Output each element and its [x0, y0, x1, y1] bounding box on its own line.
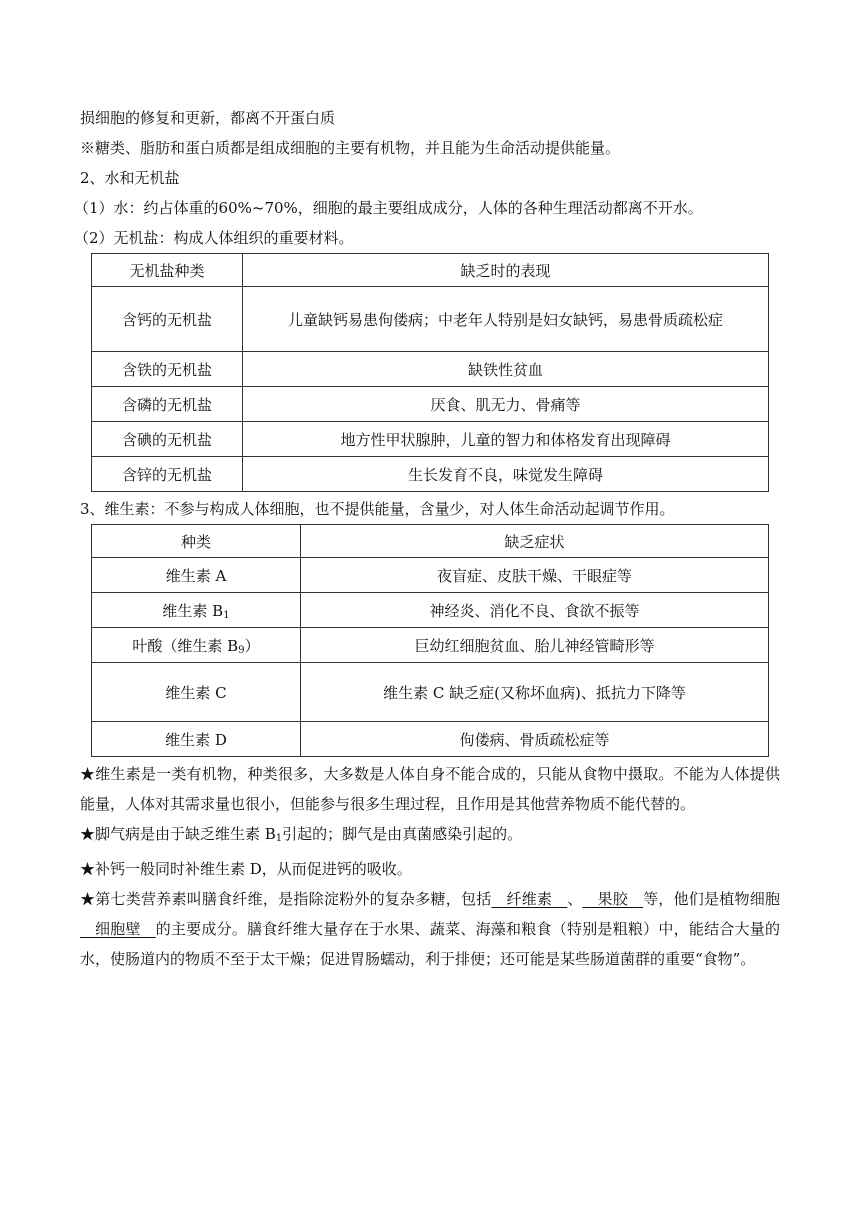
note-dietary-fiber: ★第七类营养素叫膳食纤维，是指除淀粉外的复杂多糖，包括 纤维素 、 果胶 等，他们是植物细胞 细胞壁 的主要成分。膳食纤维大量存在于水果、蔬菜、海藻和粮食（特别是粗粮）中，能结合大量的水，使肠道内的物质不至于太干燥；促进胃肠蠕动，利于排便；还可能是某些肠道菌群的重要“食物”。 [80, 890, 780, 968]
table-cell: 神经炎、消化不良、食欲不振等 [301, 593, 769, 628]
table-header-cell: 无机盐种类 [92, 254, 243, 287]
table-cell: 含钙的无机盐 [92, 287, 243, 352]
document-page [74, 103, 780, 974]
table-cell: 含碘的无机盐 [92, 422, 243, 457]
table-header-cell: 种类 [92, 525, 301, 558]
text-line-water: （1）水：约占体重的60%~70%，细胞的最主要组成成分，人体的各种生理活动都离不开水。 [74, 199, 703, 217]
blank-answer-pectin: 果胶 [582, 890, 644, 908]
table-row [92, 628, 769, 663]
note-vitamins: ★维生素是一类有机物，种类很多，大多数是人体自身不能合成的，只能从食物中摄取。不能为人体提供能量，人体对其需求量也很小，但能参与很多生理过程，且作用是其他营养物质不能代替的。 [80, 765, 780, 813]
table-cell: 含磷的无机盐 [92, 387, 243, 422]
table-cell: 佝偻病、骨质疏松症等 [301, 722, 769, 757]
text-line-1: 损细胞的修复和更新，都离不开蛋白质 [80, 109, 336, 127]
text-line-minerals: （2）无机盐：构成人体组织的重要材料。 [74, 229, 354, 247]
table-row [92, 722, 769, 757]
table-header-cell: 缺乏时的表现 [243, 254, 769, 287]
blank-answer-cellulose: 纤维素 [491, 890, 568, 908]
table-cell: 维生素 D [92, 722, 301, 757]
mineral-table [91, 253, 769, 492]
table-cell: 地方性甲状腺肿，儿童的智力和体格发育出现障碍 [243, 422, 769, 457]
blank-answer-cell-wall: 细胞壁 [80, 920, 156, 938]
table-row [92, 663, 769, 722]
table-cell: 夜盲症、皮肤干燥、干眼症等 [301, 558, 769, 593]
table-cell: 维生素 C [92, 663, 301, 722]
text-line-2: ※糖类、脂肪和蛋白质都是组成细胞的主要有机物，并且能为生命活动提供能量。 [80, 139, 621, 157]
note-beriberi: ★脚气病是由于缺乏维生素 $B_1$引起的；脚气是由真菌感染引起的。 [80, 825, 523, 844]
table-row [92, 387, 769, 422]
table-header-row [92, 525, 769, 558]
table-cell: 维生素 $B_1$ [92, 593, 301, 628]
table-row [92, 457, 769, 492]
table-row [92, 352, 769, 387]
table-cell: 含铁的无机盐 [92, 352, 243, 387]
table-cell: 缺铁性贫血 [243, 352, 769, 387]
table-row [92, 422, 769, 457]
table-row [92, 593, 769, 628]
table-cell: 儿童缺钙易患佝偻病；中老年人特别是妇女缺钙，易患骨质疏松症 [243, 287, 769, 352]
table-header-cell: 缺乏症状 [301, 525, 769, 558]
table-cell: 维生素 A [92, 558, 301, 593]
table-row [92, 287, 769, 352]
table-cell: 生长发育不良，味觉发生障碍 [243, 457, 769, 492]
table-cell: 含锌的无机盐 [92, 457, 243, 492]
section-heading-water-minerals: 2、水和无机盐 [80, 169, 180, 187]
table-cell: 维生素 C 缺乏症(又称坏血病)、抵抗力下降等 [301, 663, 769, 722]
table-header-row [92, 254, 769, 287]
table-cell: 厌食、肌无力、骨痛等 [243, 387, 769, 422]
vitamin-table [91, 524, 769, 757]
section-heading-vitamins: 3、维生素：不参与构成人体细胞，也不提供能量，含量少，对人体生命活动起调节作用。 [80, 500, 675, 518]
table-cell: 巨幼红细胞贫血、胎儿神经管畸形等 [301, 628, 769, 663]
table-cell: 叶酸（维生素 $B_9$） [92, 628, 301, 663]
note-calcium: ★补钙一般同时补维生素 D，从而促进钙的吸收。 [80, 860, 412, 878]
table-row [92, 558, 769, 593]
